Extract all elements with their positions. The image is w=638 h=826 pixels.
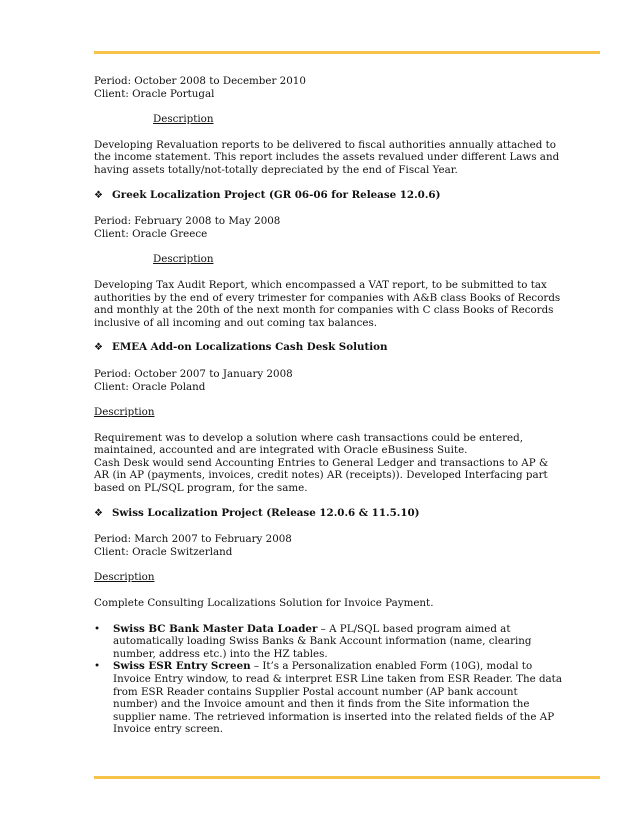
diamond-bullet-icon: ❖	[94, 189, 103, 201]
description-heading: Description	[153, 113, 214, 126]
client-text: Client: Oracle Switzerland	[94, 545, 233, 558]
project-title-greek	[94, 189, 564, 203]
project-title-text: Swiss Localization Project (Release 12.0.6 & 11.5.10)	[112, 506, 420, 519]
client-text: Client: Oracle Greece	[94, 227, 208, 240]
client-text: Client: Oracle Portugal	[94, 87, 215, 100]
list-item	[94, 660, 564, 736]
footer-rule	[94, 776, 600, 779]
period-text: Period: October 2007 to January 2008	[94, 367, 293, 380]
feature-text: – It’s a Personalization enabled Form (10G), modal to Invoice Entry window, to read & interpret ESR Line taken from ESR Reader. The data from ESR Reader contains Supplier Postal account number (AP bank account number) and the Invoice amount and then it finds from the Site information the supplier name. The retrieved information is inserted into the related fields of the AP Invoice entry screen.	[113, 660, 562, 736]
feature-list	[94, 623, 564, 736]
client-text: Client: Oracle Poland	[94, 380, 206, 393]
description-text: Cash Desk would send Accounting Entries to General Ledger and transactions to AP & AR (in AP (payments, invoices, credit notes) AR (receipts)). Developed Interfacing part based on PL/SQL program, for the same.	[94, 456, 549, 495]
description-heading: Description	[94, 406, 155, 419]
project-title-emea	[94, 341, 564, 355]
period-text: Period: February 2008 to May 2008	[94, 215, 281, 228]
feature-label: Swiss BC Bank Master Data Loader	[113, 622, 318, 635]
header-rule	[94, 51, 600, 54]
bullet-icon: •	[94, 622, 101, 635]
list-item	[94, 623, 564, 661]
description-text: Developing Revaluation reports to be delivered to fiscal authorities annually attached to the income statement. This report includes the assets revalued under different Laws and having assets totally/not-totally depreciated by the end of Fiscal Year.	[94, 138, 560, 176]
diamond-bullet-icon: ❖	[94, 342, 103, 354]
description-text: Requirement was to develop a solution where cash transactions could be entered, maintained, accounted and are integrated with Oracle eBusiness Suite.	[94, 431, 524, 457]
feature-text: – A PL/SQL based program aimed at automatically loading Swiss Banks & Bank Account information (name, clearing number, address etc.) into the HZ tables.	[113, 622, 532, 660]
feature-label: Swiss ESR Entry Screen	[113, 660, 251, 673]
description-heading: Description	[153, 253, 214, 266]
description-text: Complete Consulting Localizations Solution for Invoice Payment.	[94, 597, 434, 610]
diamond-bullet-icon: ❖	[94, 507, 103, 519]
description-text: Developing Tax Audit Report, which encompassed a VAT report, to be submitted to tax authorities by the end of every trimester for companies with A&B class Books of Records and monthly at the 20th of the next month for companies with C class Books of Records inclusive of all incoming and out coming tax balances.	[94, 278, 561, 329]
bullet-icon: •	[94, 660, 101, 673]
period-text: Period: March 2007 to February 2008	[94, 533, 292, 546]
document-body	[94, 75, 564, 736]
description-heading: Description	[94, 571, 155, 584]
project-title-swiss	[94, 507, 564, 521]
project-title-text: Greek Localization Project (GR 06-06 for Release 12.0.6)	[112, 188, 441, 201]
period-text: Period: October 2008 to December 2010	[94, 75, 306, 87]
project-title-text: EMEA Add-on Localizations Cash Desk Solution	[112, 341, 388, 354]
